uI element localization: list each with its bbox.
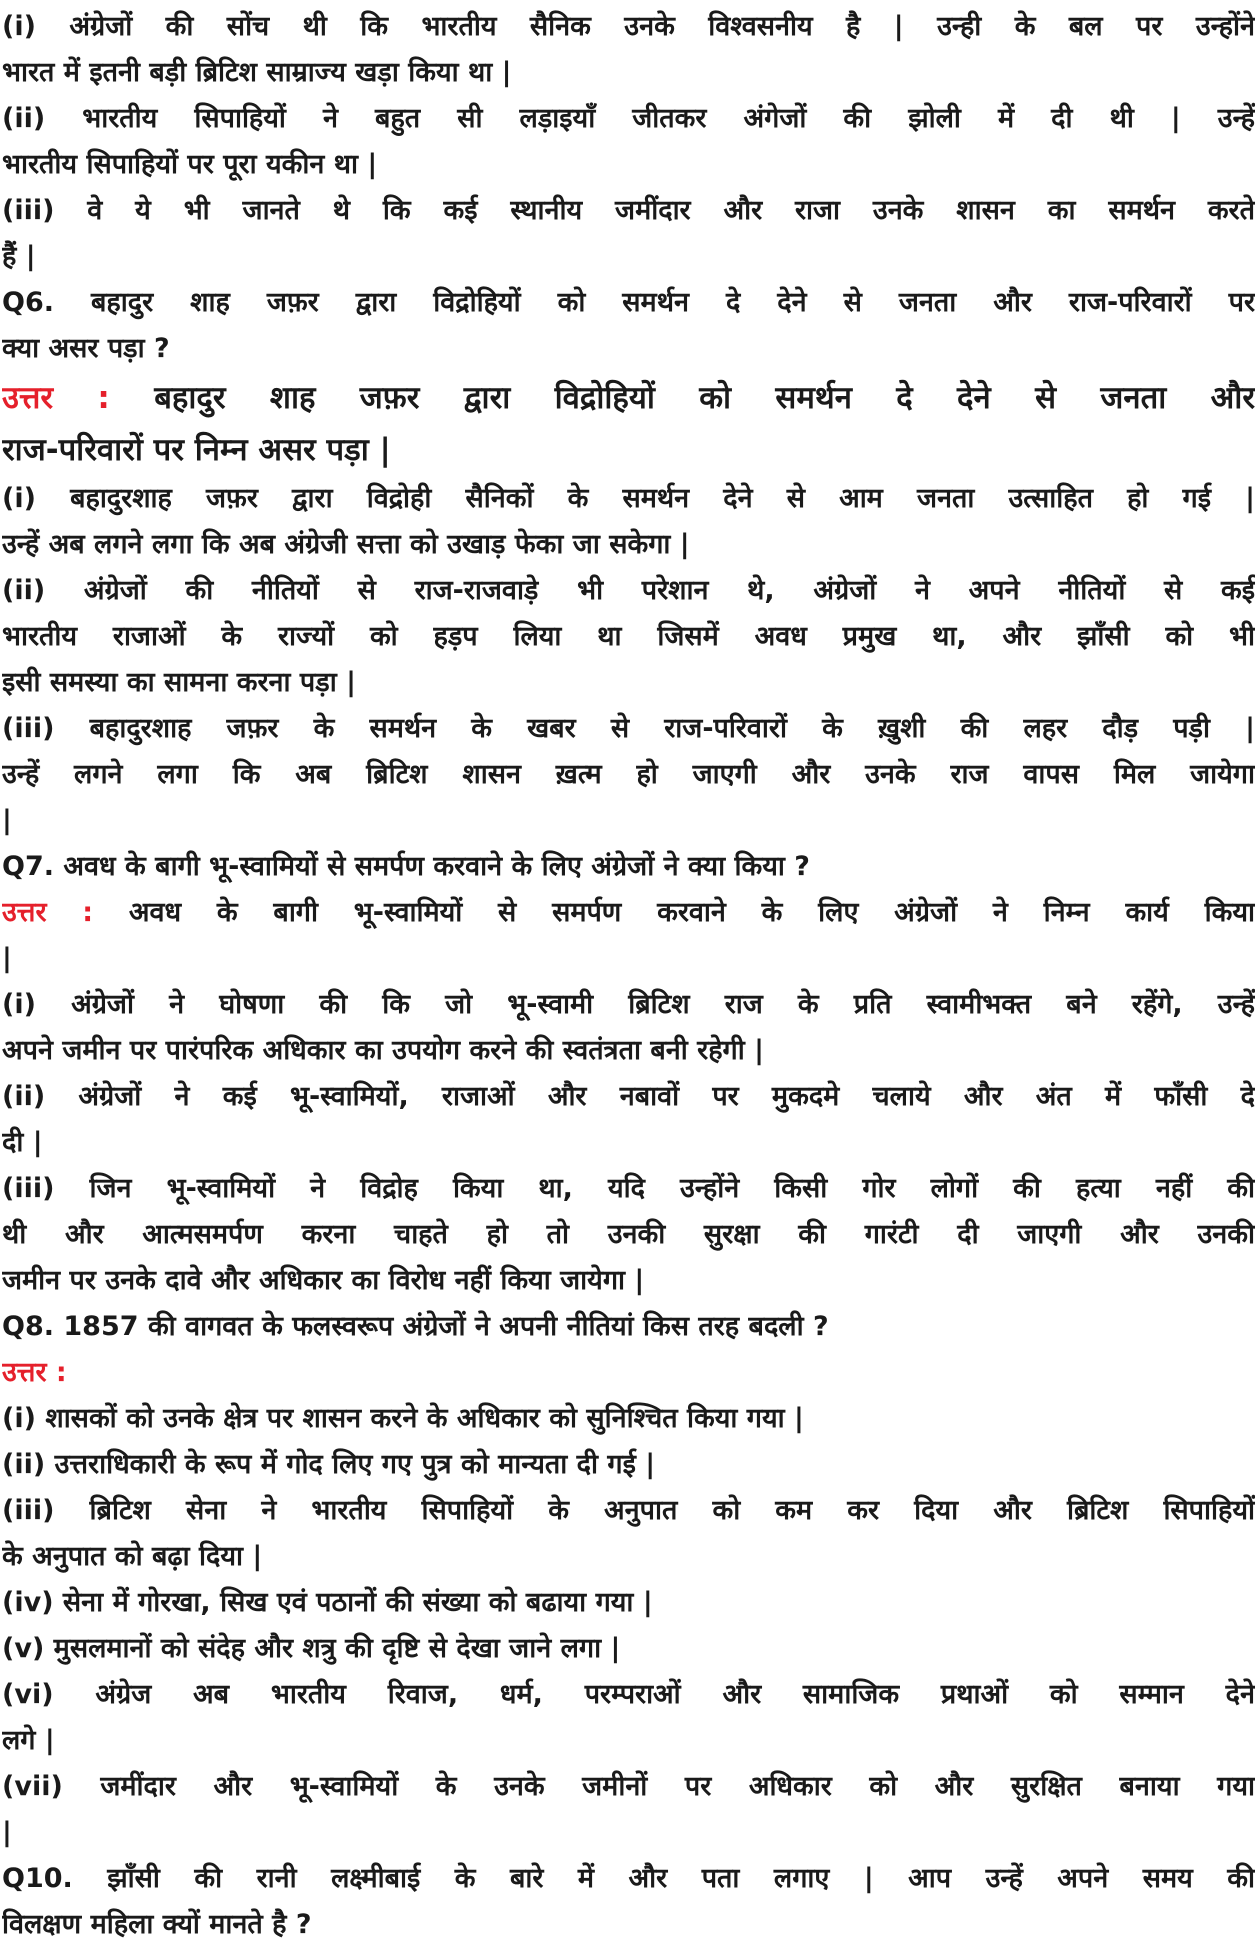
line-text: के अनुपात को बढ़ा दिया | [2,1541,263,1572]
text-line [2,660,1255,706]
line-text: (vi) अंग्रेज अब भारतीय रिवाज, धर्म, परम्पराओं और सामाजिक प्रथाओं को सम्मान देने [2,1679,1255,1710]
line-text: (v) मुसलमानों को संदेह और शत्रु की दृष्टि से देखा जाने लगा | [2,1633,621,1664]
line-text: (ii) उत्तराधिकारी के रूप में गोद लिए गए पुत्र को मान्यता दी गई | [2,1449,656,1480]
text-line [2,1212,1255,1258]
line-text: Q8. 1857 की वागवत के फलस्वरूप अंग्रेजों ने अपनी नीतियां किस तरह बदली ? [2,1311,829,1342]
text-line [2,614,1255,660]
text-line [2,142,1255,188]
text-line [2,1902,1255,1948]
text-line [2,1718,1255,1764]
text-line [2,1672,1255,1718]
line-text: भारत में इतनी बड़ी ब्रिटिश साम्राज्य खड़ा किया था | [2,57,512,88]
line-text: (vii) जमींदार और भू-स्वामियों के उनके जमीनों पर अधिकार को और सुरक्षित बनाया गया [2,1771,1255,1802]
text-line [2,50,1255,96]
line-text: (ii) भारतीय सिपाहियों ने बहुत सी लड़ाइयाँ जीतकर अंगेजों की झोली में दी थी | उन्हें [2,103,1255,134]
line-text: (iii) जिन भू-स्वामियों ने विद्रोह किया था, यदि उन्होंने किसी गोर लोगों की हत्या नहीं की [2,1173,1255,1204]
text-line [2,4,1255,50]
line-text: इसी समस्या का सामना करना पड़ा | [2,667,356,698]
answer-label: उत्तर : [2,1357,67,1388]
text-line [2,1028,1255,1074]
text-line [2,1856,1255,1902]
line-text: (i) अंग्रेजों ने घोषणा की कि जो भू-स्वामी ब्रिटिश राज के प्रति स्वामीभक्त बने रहेंगे, उन्हें [2,989,1255,1020]
line-text: Q7. अवध के बागी भू-स्वामियों से समर्पण करवाने के लिए अंग्रेजों ने क्या किया ? [2,851,810,882]
text-line [2,1166,1255,1212]
line-text: | [2,943,12,974]
answer-line [2,1350,1255,1396]
text-line [2,1488,1255,1534]
text-line [2,1304,1255,1350]
line-text: राज-परिवारों पर निम्न असर पड़ा | [2,432,391,468]
answer-label: उत्तर : [2,380,110,416]
text-line [2,280,1255,326]
text-line [2,1764,1255,1810]
line-text: | [2,1817,12,1848]
line-text: (iii) वे ये भी जानते थे कि कई स्थानीय जमींदार और राजा उनके शासन का समर्थन करते [2,195,1255,226]
line-text: (i) अंग्रेजों की सोंच थी कि भारतीय सैनिक उनके विश्वसनीय है | उन्ही के बल पर उन्होंने [2,11,1255,42]
text-line [2,982,1255,1028]
line-text: बहादुर शाह जफ़र द्वारा विद्रोहियों को समर्थन दे देने से जनता और [154,380,1255,416]
text-line [2,1442,1255,1488]
text-line [2,234,1255,280]
text-line [2,476,1255,522]
line-text: (iii) ब्रिटिश सेना ने भारतीय सिपाहियों के अनुपात को कम कर दिया और ब्रिटिश सिपाहियों [2,1495,1255,1526]
line-text: जमीन पर उनके दावे और अधिकार का विरोध नहीं किया जायेगा | [2,1265,645,1296]
text-line [2,568,1255,614]
line-text: उन्हें लगने लगा कि अब ब्रिटिश शासन ख़त्म हो जाएगी और उनके राज वापस मिल जायेगा [2,759,1255,790]
text-line [2,188,1255,234]
line-text: भारतीय सिपाहियों पर पूरा यकीन था | [2,149,378,180]
line-text: (ii) अंग्रेजों की नीतियों से राज-राजवाड़े भी परेशान थे, अंग्रेजों ने अपने नीतियों से कई [2,575,1255,606]
text-line [2,96,1255,142]
text-line [2,844,1255,890]
line-text: उन्हें अब लगने लगा कि अब अंग्रेजी सत्ता को उखाड़ फेका जा सकेगा | [2,529,690,560]
text-line [2,752,1255,798]
line-text: हैं | [2,241,36,272]
line-text: | [2,805,12,836]
line-text: (ii) अंग्रेजों ने कई भू-स्वामियों, राजाओं और नबावों पर मुकदमे चलाये और अंत में फाँसी दे [2,1081,1255,1112]
line-text: भारतीय राजाओं के राज्यों को हड़प लिया था जिसमें अवध प्रमुख था, और झाँसी को भी [2,621,1255,652]
line-text: दी | [2,1127,43,1158]
line-text: अवध के बागी भू-स्वामियों से समर्पण करवाने के लिए अंग्रेजों ने निम्न कार्य किया [128,897,1255,928]
line-text: (i) बहादुरशाह जफ़र द्वारा विद्रोही सैनिकों के समर्थन देने से आम जनता उत्साहित हो गई | [2,483,1255,514]
text-line [2,424,1255,476]
text-line [2,1120,1255,1166]
text-line [2,1810,1255,1856]
line-text: Q10. झाँसी की रानी लक्ष्मीबाई के बारे में और पता लगाए | आप उन्हें अपने समय की [2,1863,1255,1894]
text-line [2,798,1255,844]
text-line [2,522,1255,568]
text-line [2,1580,1255,1626]
text-line [2,1396,1255,1442]
text-line [2,706,1255,752]
line-text: (iii) बहादुरशाह जफ़र के समर्थन के खबर से राज-परिवारों के ख़ुशी की लहर दौड़ पड़ी | [2,713,1255,744]
line-text: थी और आत्मसमर्पण करना चाहते हो तो उनकी सुरक्षा की गारंटी दी जाएगी और उनकी [2,1219,1255,1250]
answer-line [2,890,1255,936]
text-line [2,326,1255,372]
text-line [2,1074,1255,1120]
text-line [2,936,1255,982]
text-line [2,1258,1255,1304]
line-text: लगे | [2,1725,55,1756]
line-text: विलक्षण महिला क्यों मानते है ? [2,1909,312,1940]
line-text: अपने जमीन पर पारंपरिक अधिकार का उपयोग करने की स्वतंत्रता बनी रहेगी | [2,1035,764,1066]
line-text: (i) शासकों को उनके क्षेत्र पर शासन करने के अधिकार को सुनिश्चित किया गया | [2,1403,804,1434]
text-line [2,1534,1255,1580]
line-text: (iv) सेना में गोरखा, सिख एवं पठानों की संख्या को बढाया गया | [2,1587,653,1618]
text-line [2,1626,1255,1672]
answer-line [2,372,1255,424]
line-text: क्या असर पड़ा ? [2,333,170,364]
answer-label: उत्तर : [2,897,94,928]
line-text: Q6. बहादुर शाह जफ़र द्वारा विद्रोहियों को समर्थन दे देने से जनता और राज-परिवारों पर [2,287,1255,318]
